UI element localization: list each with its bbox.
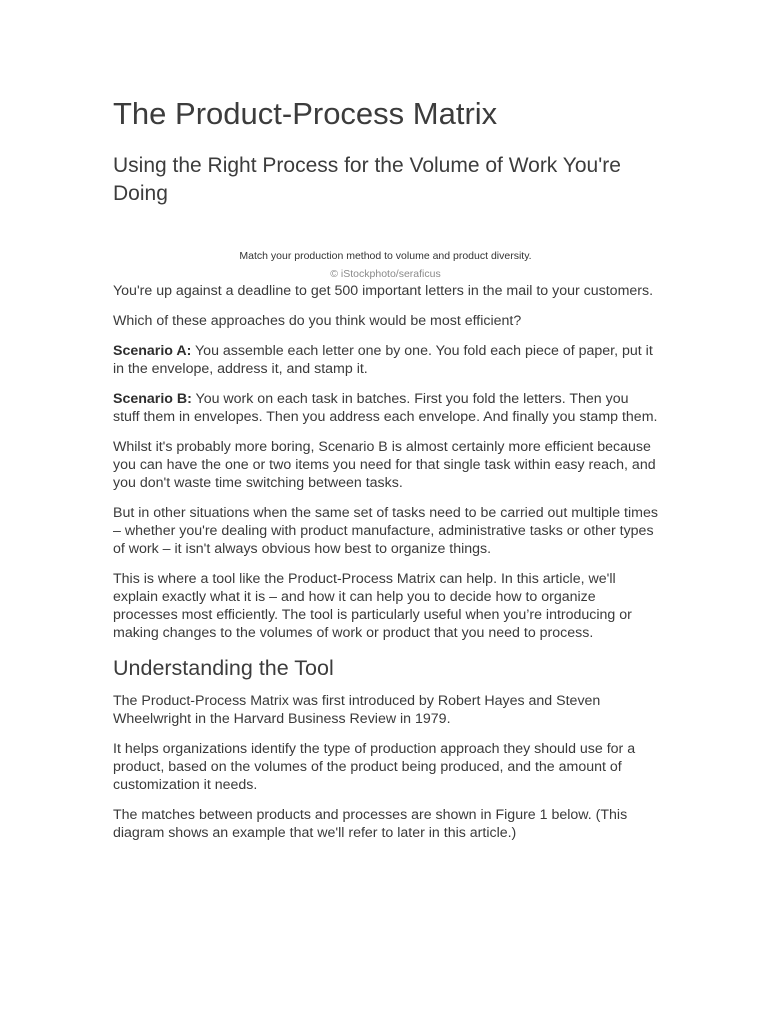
tool-intro-paragraph: This is where a tool like the Product-Process Matrix can help. In this article, we'll explain exactly what it is – and how it can help you to decide how to organize processes most efficiently. The tool is particularly useful when you’re introducing or making changes to the volumes of work or product that you need to process. (113, 571, 632, 641)
scenario-b-text: You work on each task in batches. First you fold the letters. Then you stuff them in envelopes. Then you address each envelope. And finally you stamp them. (113, 391, 658, 425)
scenario-a-paragraph (113, 342, 658, 378)
page-title: The Product-Process Matrix (113, 96, 498, 131)
question-paragraph: Which of these approaches do you think would be most efficient? (113, 313, 522, 329)
scenario-b-paragraph (113, 390, 658, 426)
section-heading: Understanding the Tool (113, 656, 334, 680)
scenario-a-label: Scenario A: (113, 343, 192, 359)
other-situations-paragraph: But in other situations when the same set of tasks need to be carried out multiple times – whether you're dealing with product manufacture, administrative tasks or other types of work – it isn't always obvious how best to organize things. (113, 505, 658, 557)
image-caption: Match your production method to volume and product diversity. (239, 250, 532, 262)
image-credit: © iStockphoto/seraficus (330, 268, 441, 280)
scenario-a-text: You assemble each letter one by one. You fold each piece of paper, put it in the envelope, address it, and stamp it. (113, 343, 653, 377)
scenario-b-label: Scenario B: (113, 391, 192, 407)
history-paragraph: The Product-Process Matrix was first introduced by Robert Hayes and Steven Wheelwright in the Harvard Business Review in 1979. (113, 693, 601, 727)
purpose-paragraph: It helps organizations identify the type of production approach they should use for a product, based on the volumes of the product being produced, and the amount of customization it needs. (113, 741, 636, 793)
figure-reference-paragraph: The matches between products and processes are shown in Figure 1 below. (This diagram shows an example that we'll refer to later in this article.) (113, 807, 628, 841)
article (113, 96, 658, 842)
intro-paragraph: You're up against a deadline to get 500 important letters in the mail to your customers. (113, 283, 654, 299)
efficiency-paragraph: Whilst it's probably more boring, Scenario B is almost certainly more efficient because you can have the one or two items you need for that single task within easy reach, and you don't waste time switching between tasks. (113, 439, 656, 491)
page-subtitle: Using the Right Process for the Volume of Work You're Doing (113, 154, 621, 205)
